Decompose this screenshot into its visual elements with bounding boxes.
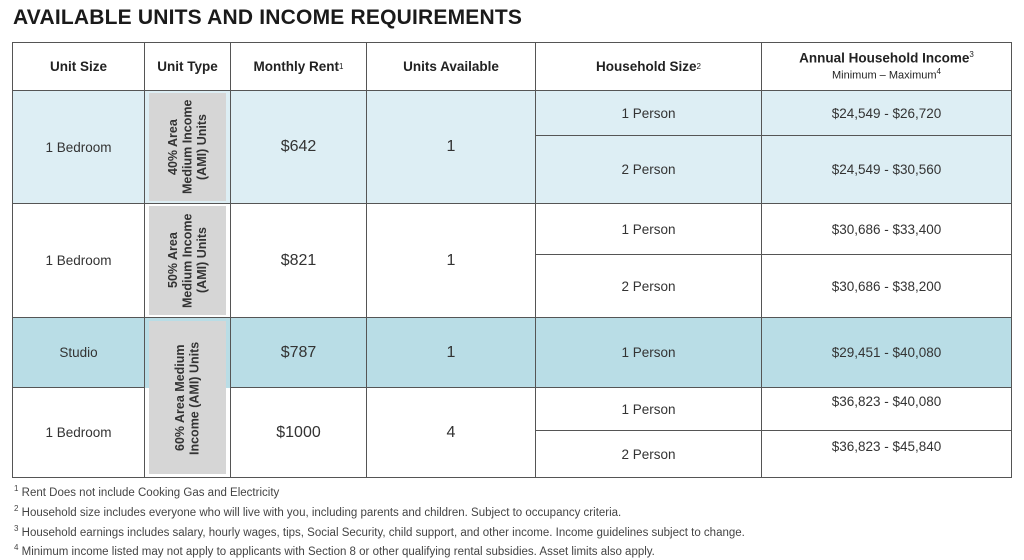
- header-annual-income: Annual Household Income$^3$ Minimum – Maximum$^4$: [761, 42, 1012, 91]
- footnote: $^4$ Minimum income listed may not apply to applicants with Section 8 or other qualifying rental subsidies. Asset limits also apply.: [14, 543, 655, 559]
- monthly-rent-cell: $1000: [230, 387, 367, 478]
- unit-size-cell: 1 Bedroom: [12, 90, 145, 204]
- footnote: $^2$ Household size includes everyone who will live with you, including parents and children. Subject to occupancy criteria.: [14, 503, 622, 519]
- header-unit-type: Unit Type: [144, 42, 231, 91]
- income-range-cell: $29,451 - $40,080: [761, 317, 1012, 388]
- household-size-cell: 1 Person: [535, 387, 762, 431]
- footnote: $^1$ Rent Does not include Cooking Gas and Electricity: [14, 484, 280, 499]
- unit-type-label: 50% Area Medium Income (AMI) Units: [165, 213, 209, 308]
- header-unit-size: Unit Size: [12, 42, 145, 91]
- footnotes: [14, 481, 745, 560]
- units-available-cell: 4: [366, 387, 536, 478]
- header-monthly-rent: Monthly Rent 1: [230, 42, 367, 91]
- header-household-size: Household Size 2: [535, 42, 762, 91]
- income-range-cell: $30,686 - $38,200: [761, 254, 1012, 318]
- income-range-cell: $24,549 - $26,720: [761, 90, 1012, 136]
- monthly-rent-cell: $787: [230, 317, 367, 388]
- unit-type-label: 60% Area Medium Income (AMI) Units: [173, 340, 202, 455]
- units-income-table: [12, 42, 1012, 478]
- household-size-cell: 1 Person: [535, 317, 762, 388]
- unit-size-cell: 1 Bedroom: [12, 387, 145, 478]
- unit-type-cell: [144, 203, 231, 318]
- units-available-cell: 1: [366, 203, 536, 318]
- unit-size-cell: 1 Bedroom: [12, 203, 145, 318]
- unit-type-cell: [144, 317, 231, 478]
- unit-size-cell: Studio: [12, 317, 145, 388]
- monthly-rent-cell: $642: [230, 90, 367, 204]
- household-size-cell: 2 Person: [535, 430, 762, 478]
- units-available-cell: 1: [366, 90, 536, 204]
- income-range-cell: $24,549 - $30,560: [761, 135, 1012, 204]
- header-units-available: Units Available: [366, 42, 536, 91]
- unit-type-cell: [144, 90, 231, 204]
- units-available-cell: 1: [366, 317, 536, 388]
- unit-type-label: 40% Area Medium Income (AMI) Units: [165, 99, 209, 195]
- household-size-cell: 2 Person: [535, 254, 762, 318]
- income-range-cell: $36,823 - $45,840: [761, 430, 1012, 478]
- household-size-cell: 1 Person: [535, 203, 762, 255]
- monthly-rent-cell: $821: [230, 203, 367, 318]
- income-range-cell: $36,823 - $40,080: [761, 387, 1012, 431]
- household-size-cell: 2 Person: [535, 135, 762, 204]
- household-size-cell: 1 Person: [535, 90, 762, 136]
- income-range-cell: $30,686 - $33,400: [761, 203, 1012, 255]
- page-title: AVAILABLE UNITS AND INCOME REQUIREMENTS: [13, 6, 523, 29]
- footnote: $^3$ Household earnings includes salary, hourly wages, tips, Social Security, child support, and other income. Income guidelines subject to change.: [14, 523, 745, 539]
